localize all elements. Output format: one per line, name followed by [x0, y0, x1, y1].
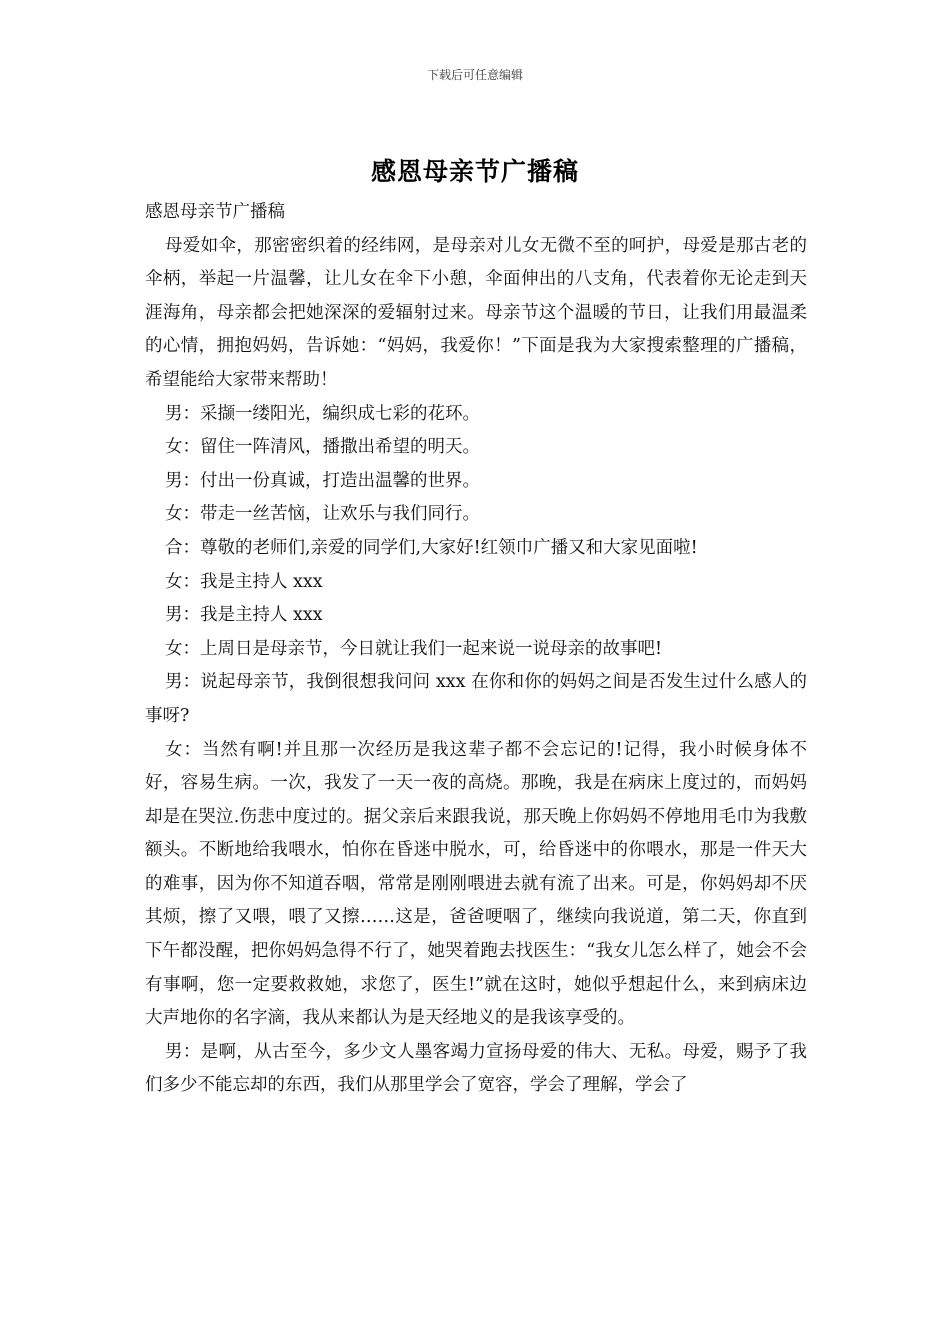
paragraph: 母爱如伞，那密密织着的经纬网，是母亲对儿女无微不至的呵护，母爱是那古老的伞柄，举起一片温馨，让儿女在伞下小憩，伞面伸出的八支角，代表着你无论走到天涯海角，母亲都会把她深深的爱辐射过来。母亲节这个温暖的节日，让我们用最温柔的心情，拥抱妈妈，告诉她：“妈妈，我爱你！”下面是我为大家搜索整理的广播稿，希望能给大家带来帮助！: [145, 235, 807, 390]
paragraph: 男：付出一份真诚，打造出温馨的世界。: [165, 470, 480, 491]
paragraph: 感恩母亲节广播稿: [145, 202, 285, 222]
paragraph: 男：是啊，从古至今，多少文人墨客竭力宣扬母爱的伟大、无私。母爱，赐予了我们多少不能忘却的东西，我们从那里学会了宽容，学会了理解，学会了: [145, 1041, 807, 1096]
paragraph: 男：说起母亲节，我倒很想我问问 xxx 在你和你的妈妈之间是否发生过什么感人的事呀?: [145, 672, 807, 726]
page-header: 下载后可任意编辑: [426, 68, 523, 82]
paragraph: 女：带走一丝苦恼，让欢乐与我们同行。: [165, 504, 480, 525]
document-title: 感恩母亲节广播稿: [370, 157, 579, 186]
document-body: [145, 196, 807, 1103]
paragraph: 女：留住一阵清风，播撒出希望的明天。: [165, 437, 480, 458]
paragraph: 男：采撷一缕阳光，编织成七彩的花环。: [165, 403, 480, 424]
paragraph: 女：上周日是母亲节，今日就让我们一起来说一说母亲的故事吧!: [165, 638, 663, 659]
paragraph: 女：我是主持人 xxx: [165, 571, 323, 592]
paragraph: 合：尊敬的老师们,亲爱的同学们,大家好!红领巾广播又和大家见面啦!: [165, 537, 698, 558]
paragraph: 女：当然有啊!并且那一次经历是我这辈子都不会忘记的!记得，我小时候身体不好，容易生病。一次，我发了一天一夜的高烧。那晚，我是在病床上度过的，而妈妈却是在哭泣.伤悲中度过的。据父亲后来跟我说，那天晚上你妈妈不停地用毛巾为我敷额头。不断地给我喂水，怕你在昏迷中脱水，可，给昏迷中的你喂水，那是一件天大的难事，因为你不知道吞咽，常常是刚刚喂进去就有流了出来。可是，你妈妈却不厌其烦，擦了又喂，喂了又擦……这是，爸爸哽咽了，继续向我说道，第二天，你直到下午都没醒，把你妈妈急得不行了，她哭着跑去找医生：“我女儿怎么样了，她会不会有事啊，您一定要救救她，求您了，医生!”就在这时，她似乎想起什么，来到病床边大声地你的名字滴，我从来都认为是天经地义的是我该享受的。: [145, 739, 807, 1029]
paragraph: 男：我是主持人 xxx: [165, 605, 323, 626]
